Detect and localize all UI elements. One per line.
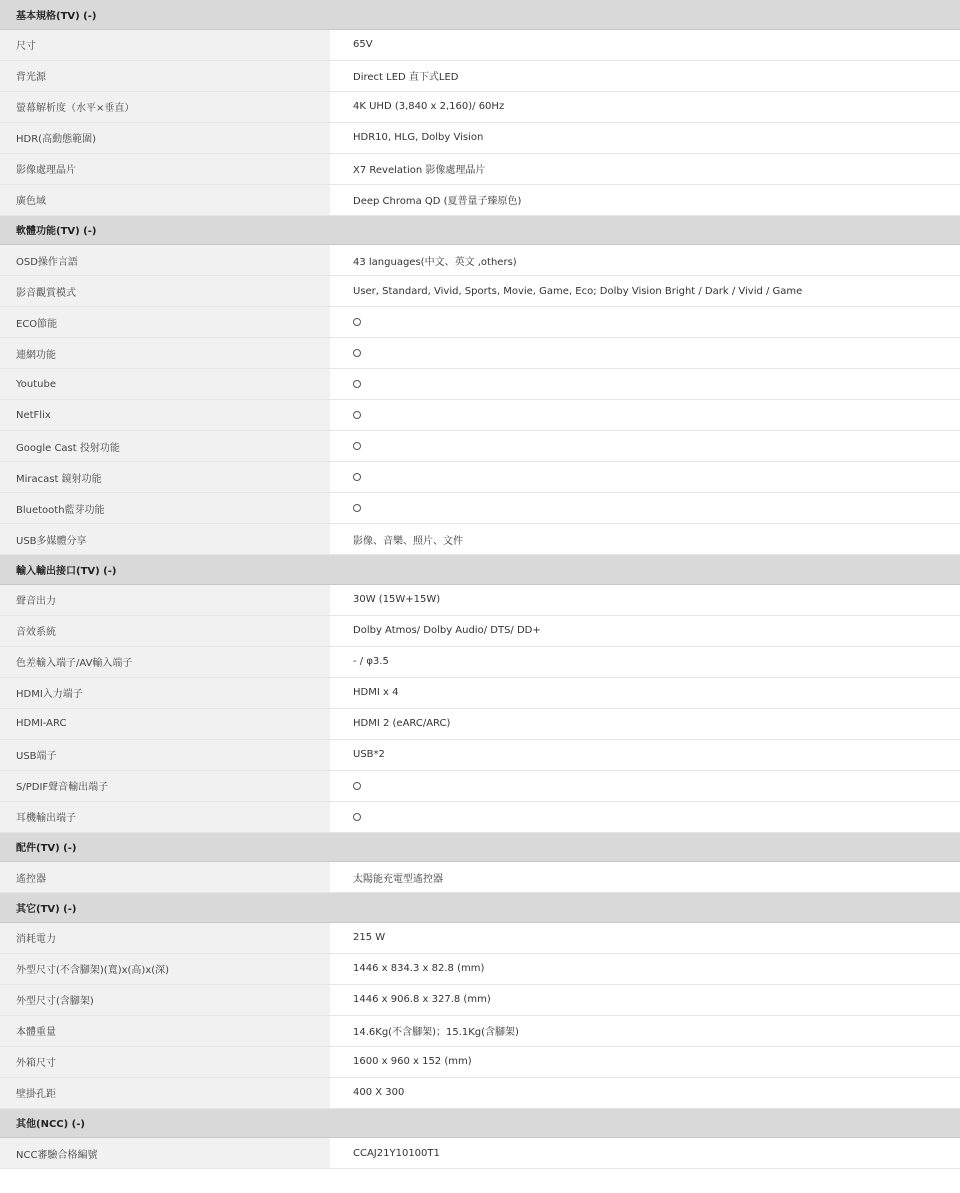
spec-value: [330, 802, 960, 832]
spec-row: [0, 307, 960, 338]
circle-icon: [353, 380, 361, 388]
spec-row: [0, 123, 960, 154]
spec-value: HDMI x 4: [330, 678, 960, 708]
spec-label: 聲音出力: [0, 585, 330, 615]
spec-label: 遙控器: [0, 862, 330, 892]
spec-value: Direct LED 直下式LED: [330, 61, 960, 91]
spec-value: HDR10, HLG, Dolby Vision: [330, 123, 960, 153]
spec-label: 影音觀賞模式: [0, 276, 330, 306]
spec-row: [0, 1047, 960, 1078]
spec-label: 外型尺寸(不含腳架)(寬)x(高)x(深): [0, 954, 330, 984]
spec-value: CCAJ21Y10100T1: [330, 1138, 960, 1168]
spec-label: 外箱尺寸: [0, 1047, 330, 1077]
spec-row: [0, 276, 960, 307]
spec-value: 65V: [330, 30, 960, 60]
section-header: 輸入輸出接口(TV) (-): [0, 555, 960, 585]
spec-row: [0, 1078, 960, 1109]
section-header: 其它(TV) (-): [0, 893, 960, 923]
spec-value: [330, 338, 960, 368]
circle-icon: [353, 473, 361, 481]
spec-label: HDMI-ARC: [0, 709, 330, 739]
spec-row: [0, 154, 960, 185]
spec-label: 連網功能: [0, 338, 330, 368]
spec-row: [0, 30, 960, 61]
spec-label: 音效系統: [0, 616, 330, 646]
section-header: 配件(TV) (-): [0, 833, 960, 863]
spec-value: [330, 307, 960, 337]
spec-value: [330, 431, 960, 461]
circle-icon: [353, 782, 361, 790]
spec-label: 本體重量: [0, 1016, 330, 1046]
spec-value: [330, 462, 960, 492]
spec-row: [0, 524, 960, 555]
spec-value: Dolby Atmos/ Dolby Audio/ DTS/ DD+: [330, 616, 960, 646]
spec-label: 尺寸: [0, 30, 330, 60]
circle-icon: [353, 504, 361, 512]
spec-row: [0, 245, 960, 276]
spec-label: 廣色域: [0, 185, 330, 215]
spec-row: [0, 709, 960, 740]
section-header: 軟體功能(TV) (-): [0, 216, 960, 246]
spec-row: [0, 802, 960, 833]
spec-value: 43 languages(中文、英文 ,others): [330, 245, 960, 275]
spec-label: HDR(高動態範圍): [0, 123, 330, 153]
spec-value: Deep Chroma QD (夏普量子臻原色): [330, 185, 960, 215]
spec-label: 影像處理晶片: [0, 154, 330, 184]
spec-row: [0, 338, 960, 369]
spec-value: 1600 x 960 x 152 (mm): [330, 1047, 960, 1077]
spec-row: [0, 647, 960, 678]
spec-row: [0, 616, 960, 647]
spec-row: [0, 1138, 960, 1169]
spec-value: 400 X 300: [330, 1078, 960, 1108]
spec-row: [0, 185, 960, 216]
spec-value: X7 Revelation 影像處理晶片: [330, 154, 960, 184]
spec-label: HDMI入力端子: [0, 678, 330, 708]
spec-value: 30W (15W+15W): [330, 585, 960, 615]
spec-value: 4K UHD (3,840 x 2,160)/ 60Hz: [330, 92, 960, 122]
spec-value: [330, 400, 960, 430]
circle-icon: [353, 349, 361, 357]
spec-value: [330, 369, 960, 399]
spec-row: [0, 585, 960, 616]
spec-label: USB多媒體分享: [0, 524, 330, 554]
spec-row: [0, 985, 960, 1016]
spec-label: 螢幕解析度（水平×垂直）: [0, 92, 330, 122]
spec-label: 耳機輸出端子: [0, 802, 330, 832]
spec-value: USB*2: [330, 740, 960, 770]
spec-value: HDMI 2 (eARC/ARC): [330, 709, 960, 739]
spec-label: 外型尺寸(含腳架): [0, 985, 330, 1015]
spec-row: [0, 493, 960, 524]
circle-icon: [353, 442, 361, 450]
section-header: 其他(NCC) (-): [0, 1109, 960, 1139]
spec-row: [0, 1016, 960, 1047]
spec-label: 壁掛孔距: [0, 1078, 330, 1108]
spec-row: [0, 462, 960, 493]
spec-row: [0, 862, 960, 893]
spec-value: [330, 771, 960, 801]
spec-row: [0, 740, 960, 771]
circle-icon: [353, 318, 361, 326]
spec-value: 1446 x 834.3 x 82.8 (mm): [330, 954, 960, 984]
spec-row: [0, 923, 960, 954]
spec-value: [330, 493, 960, 523]
circle-icon: [353, 411, 361, 419]
spec-row: [0, 400, 960, 431]
spec-value: 215 W: [330, 923, 960, 953]
section-header: 基本規格(TV) (-): [0, 0, 960, 30]
spec-label: Miracast 鏡射功能: [0, 462, 330, 492]
spec-row: [0, 771, 960, 802]
spec-row: [0, 369, 960, 400]
spec-value: - / φ3.5: [330, 647, 960, 677]
spec-label: USB端子: [0, 740, 330, 770]
spec-row: [0, 431, 960, 462]
spec-label: Bluetooth藍芽功能: [0, 493, 330, 523]
spec-value: User, Standard, Vivid, Sports, Movie, Game, Eco; Dolby Vision Bright / Dark / Vivid / Game: [330, 276, 960, 306]
spec-row: [0, 954, 960, 985]
spec-value: 1446 x 906.8 x 327.8 (mm): [330, 985, 960, 1015]
spec-row: [0, 678, 960, 709]
circle-icon: [353, 813, 361, 821]
spec-label: Google Cast 投射功能: [0, 431, 330, 461]
spec-label: NetFlix: [0, 400, 330, 430]
spec-value: 太陽能充電型遙控器: [330, 862, 960, 892]
spec-label: 色差輸入端子/AV輸入端子: [0, 647, 330, 677]
spec-label: OSD操作言語: [0, 245, 330, 275]
spec-row: [0, 61, 960, 92]
spec-label: Youtube: [0, 369, 330, 399]
spec-row: [0, 92, 960, 123]
spec-label: ECO節能: [0, 307, 330, 337]
spec-label: 背光源: [0, 61, 330, 91]
spec-value: 影像、音樂、照片、文件: [330, 524, 960, 554]
spec-label: NCC審驗合格編號: [0, 1138, 330, 1168]
spec-label: S/PDIF聲音輸出端子: [0, 771, 330, 801]
spec-value: 14.6Kg(不含腳架)；15.1Kg(含腳架): [330, 1016, 960, 1046]
spec-label: 消耗電力: [0, 923, 330, 953]
